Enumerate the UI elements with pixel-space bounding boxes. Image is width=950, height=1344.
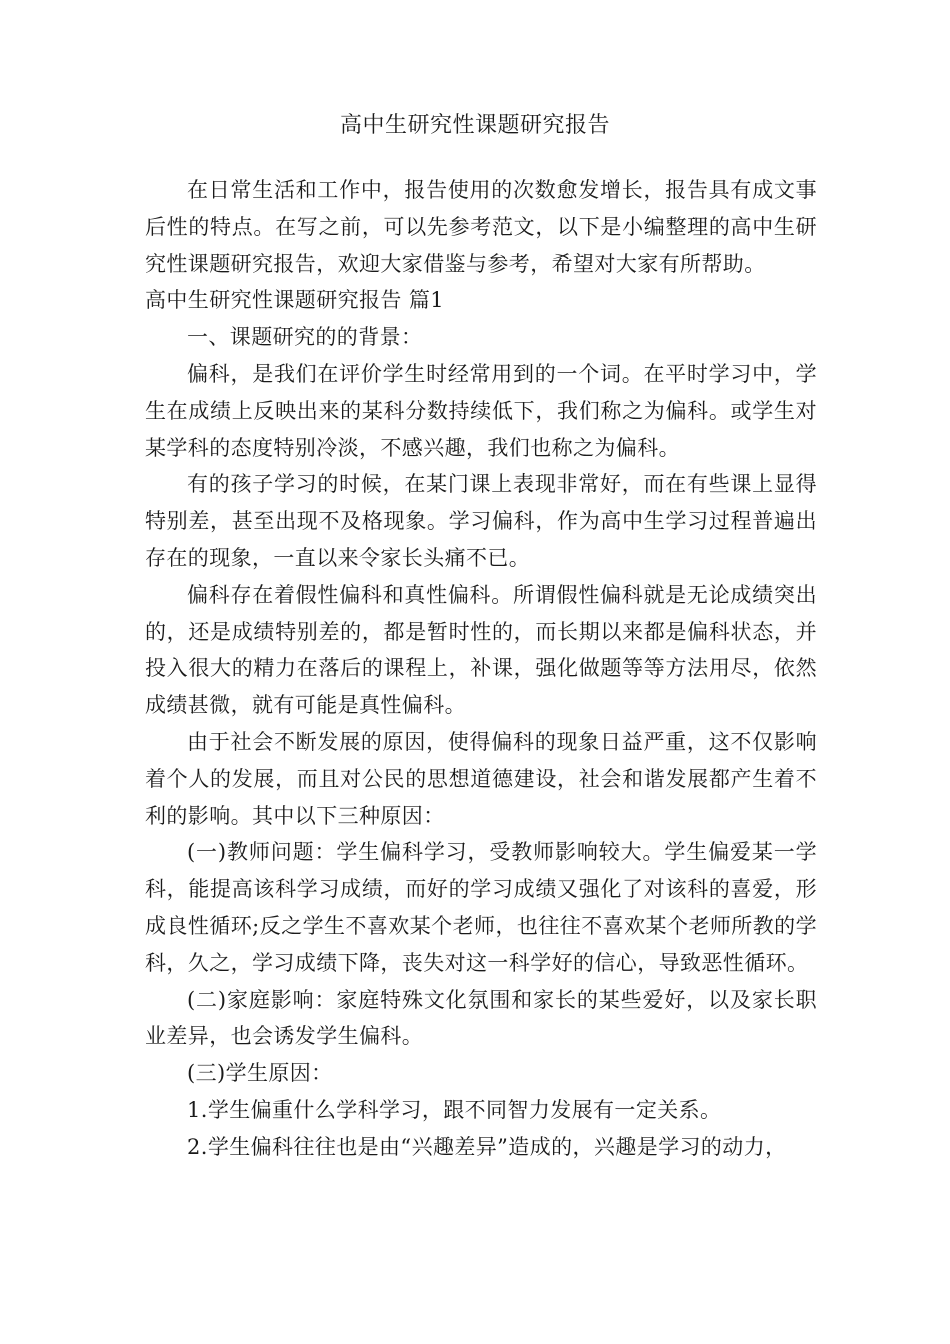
paragraph: 一、课题研究的的背景： bbox=[187, 325, 423, 350]
paragraph: 高中生研究性课题研究报告 篇1 bbox=[145, 288, 445, 313]
paragraph: 在日常生活和工作中，报告使用的次数愈发增长，报告具有成文事后性的特点。在写之前，可以先参考范文，以下是小编整理的高中生研究性课题研究报告，欢迎大家借鉴与参考，希望对大家有所帮助。 bbox=[145, 178, 817, 276]
paragraph: 有的孩子学习的时候，在某门课上表现非常好，而在有些课上显得特别差，甚至出现不及格现象。学习偏科，作为高中生学习过程普遍出存在的现象，一直以来令家长头痛不已。 bbox=[145, 472, 817, 570]
document-body bbox=[145, 172, 817, 1166]
paragraph: (三)学生原因： bbox=[187, 1061, 333, 1086]
paragraph: 由于社会不断发展的原因，使得偏科的现象日益严重，这不仅影响着个人的发展，而且对公民的思想道德建设，社会和谐发展都产生着不利的影响。其中以下三种原因： bbox=[145, 729, 817, 828]
paragraph: 1.学生偏重什么学科学习，跟不同智力发展有一定关系。 bbox=[187, 1097, 722, 1122]
paragraph: 偏科存在着假性偏科和真性偏科。所谓假性偏科就是无论成绩突出的，还是成绩特别差的，都是暂时性的，而长期以来都是偏科状态，并投入很大的精力在落后的课程上，补课，强化做题等等方法用尽，依然成绩甚微，就有可能是真性偏科。 bbox=[145, 582, 817, 718]
document-title: 高中生研究性课题研究报告 bbox=[339, 113, 610, 138]
paragraph: (一)教师问题：学生偏科学习，受教师影响较大。学生偏爱某一学科，能提高该科学习成绩，而好的学习成绩又强化了对该科的喜爱，形成良性循环;反之学生不喜欢某个老师，也往往不喜欢某个老师所教的学科，久之，学习成绩下降，丧失对这一科学好的信心，导致恶性循环。 bbox=[145, 840, 817, 975]
paragraph: (二)家庭影响：家庭特殊文化氛围和家长的某些爱好，以及家长职业差异，也会诱发学生偏科。 bbox=[145, 987, 817, 1049]
paragraph: 2.学生偏科往往也是由“兴趣差异”造成的，兴趣是学习的动力， bbox=[187, 1134, 787, 1159]
paragraph: 偏科，是我们在评价学生时经常用到的一个词。在平时学习中，学生在成绩上反映出来的某科分数持续低下，我们称之为偏科。或学生对某学科的态度特别冷淡，不感兴趣，我们也称之为偏科。 bbox=[145, 361, 817, 460]
